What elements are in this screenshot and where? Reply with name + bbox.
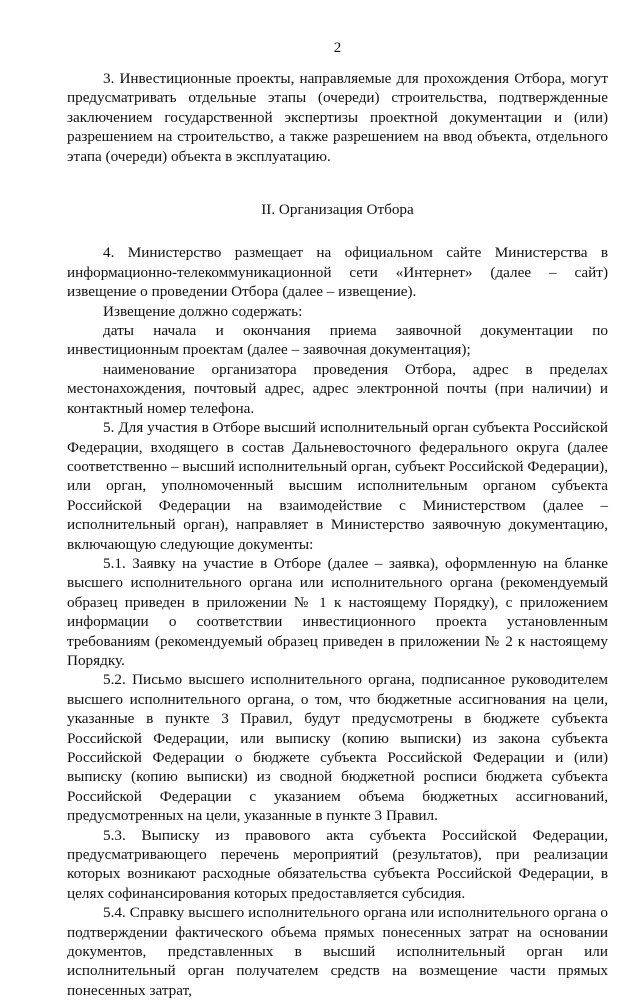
section-title: II. Организация Отбора — [261, 201, 414, 219]
paragraph-5-2: 5.2. Письмо высшего исполнительного органа, подписанное руководителем высшего исполнительного органа, о том, что бюджетные ассигнования на цели, указанные в пункте 3 Правил, будут предусмотрены в бюджете субъекта Российской Федерации, или выписку (копию выписки) из закона субъекта Российской Федерации о бюджете субъекта Российской Федерации и (или) выписку (копию выписки) из сводной бюджетной росписи бюджета субъекта Российской Федерации с указанием объема бюджетных ассигнований, предусмотренных на цели, указанные в пункте 3 Правил. — [67, 671, 608, 825]
paragraph-4: 4. Министерство размещает на официальном сайте Министерства в информационно-телекоммуникационной сети «Интернет» (далее – сайт) извещение о проведении Отбора (далее – извещение). — [67, 244, 608, 301]
paragraph-dates: даты начала и окончания приема заявочной документации по инвестиционным проектам (далее – заявочная документация); — [67, 322, 608, 359]
paragraph-5-3: 5.3. Выписку из правового акта субъекта Российской Федерации, предусматривающего перечень мероприятий (результатов), при реализации которых возникают расходные обязательства субъекта Российской Федерации, в целях софинансирования которых предоставляется субсидия. — [67, 826, 608, 902]
paragraph-5-4: 5.4. Справку высшего исполнительного органа или исполнительного органа о подтверждении фактического объема прямых понесенных затрат на основании документов, представленных в высший исполнительный орган или исполнительный орган получателем средств на возмещение части прямых понесенных затрат, — [67, 904, 608, 999]
paragraph-organizer: наименование организатора проведения Отбора, адрес в пределах местонахождения, почтовый адрес, адрес электронной почты (при наличии) и контактный номер телефона. — [67, 360, 608, 417]
paragraph-3: 3. Инвестиционные проекты, направляемые для прохождения Отбора, могут предусматривать отдельные этапы (очереди) строительства, подтвержденные заключением государственной экспертизы проектной документации и (или) разрешением на строительство, а также разрешением на ввод объекта, отдельного этапа (очереди) объекта в эксплуатацию. — [67, 70, 608, 165]
paragraph-notice-contents: Извещение должно содержать: — [103, 302, 303, 320]
paragraph-5: 5. Для участия в Отборе высший исполнительный орган субъекта Российской Федерации, входящего в состав Дальневосточного федерального округа (далее соответственно – высший исполнительный орган, субъект Российской Федерации), или орган, уполномоченный высшим исполнительным органом субъекта Российской Федерации на взаимодействие с Министерством (далее – исполнительный орган), направляет в Министерство заявочную документацию, включающую следующие документы: — [67, 419, 608, 553]
paragraph-5-1: 5.1. Заявку на участие в Отборе (далее – заявка), оформленную на бланке высшего исполнительного органа или исполнительного органа (рекомендуемый образец приведен в приложении № 1 к настоящему Порядку), с приложением информации о соответствии инвестиционного проекта установленным требованиям (рекомендуемый образец приведен в приложении № 2 к настоящему Порядку. — [67, 554, 608, 669]
page-number: 2 — [333, 40, 342, 56]
